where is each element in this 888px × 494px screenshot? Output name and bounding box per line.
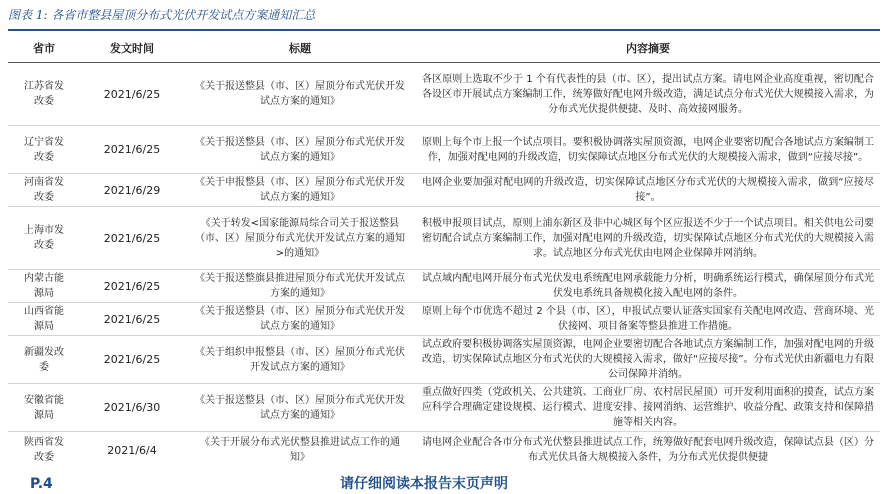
header-title: 标题 bbox=[184, 33, 416, 63]
cell-summary: 原则上每个市上报一个试点项目。要积极协调落实屋顶资源，电网企业要密切配合各地试点方案编制工作，加强对配电网的升级改造，切实保障试点地区分布式光伏的大规模接入需求，做到“应接尽接”。 bbox=[416, 126, 880, 174]
cell-date: 2021/6/29 bbox=[80, 174, 184, 207]
cell-summary: 试点政府要积极协调落实屋顶资源，电网企业要密切配合各地试点方案编制工作，加强对配电网的升级改造，切实保障试点地区分布式光伏的大规模接入需求，做好“应接尽接”。分布式光伏由新疆电力有限公司保障并消纳。 bbox=[416, 336, 880, 384]
cell-date: 2021/6/25 bbox=[80, 63, 184, 126]
cell-province: 陕西省发改委 bbox=[24, 437, 64, 463]
table-row bbox=[8, 63, 880, 126]
cell-title: 《关于报送整县（市、区）屋顶分布式光伏开发试点方案的通知》 bbox=[184, 126, 416, 174]
cell-title: 《关于组织申报整县（市、区）屋顶分布式光伏开发试点方案的通知》 bbox=[184, 336, 416, 384]
cell-summary: 请电网企业配合各市分布式光伏整县推进试点工作，统筹做好配套电网升级改造，保障试点县（区）分布式光伏具备大规模接入条件，为分布式光伏提供便捷 bbox=[422, 437, 874, 463]
disclaimer-note: 请仔细阅读本报告末页声明 bbox=[340, 476, 508, 492]
cell-summary: 原则上每个市优选不超过 2 个县（市、区），申报试点要认证落实国家有关配电网改造、营商环境、光伏接网、项目备案等整县推进工作措施。 bbox=[416, 303, 880, 336]
cell-summary: 积极申报项目试点，原则上浦东新区及非中心城区每个区应报送不少于一个试点项目。相关供电公司要密切配合试点方案编制工作，加强对配电网的升级改造，切实保障试点地区分布式光伏的大规模接入需求。试点地区分布式光伏由电网企业保障并网消纳。 bbox=[416, 207, 880, 270]
header-province: 省市 bbox=[8, 33, 80, 63]
cell-title: 《关于转发<国家能源局综合司关于报送整县（市、区）屋顶分布式光伏开发试点方案的通知>的通知》 bbox=[184, 207, 416, 270]
table-header-row bbox=[8, 33, 880, 63]
cell-summary: 各区原则上选取不少于 1 个有代表性的县（市、区），提出试点方案。请电网企业高度重视，密切配合各设区市开展试点方案编制工作，统筹做好配电网升级改造，满足试点分布式光伏大规模接入需求，为分布式光伏提供便捷、及时、高效接网服务。 bbox=[416, 63, 880, 126]
table-row bbox=[8, 384, 880, 432]
cell-summary: 电网企业要加强对配电网的升级改造，切实保障试点地区分布式光伏的大规模接入需求，做到“应接尽接”。 bbox=[416, 174, 880, 207]
header-summary: 内容摘要 bbox=[416, 33, 880, 63]
cell-date: 2021/6/25 bbox=[80, 207, 184, 270]
cell-province: 山西省能源局 bbox=[8, 303, 80, 336]
cell-date: 2021/6/4 bbox=[107, 443, 157, 457]
cell-date: 2021/6/25 bbox=[80, 336, 184, 384]
cell-title: 《关于开展分布式光伏整县推进试点工作的通知》 bbox=[200, 437, 400, 463]
cell-province: 上海市发改委 bbox=[8, 207, 80, 270]
cell-province: 江苏省发改委 bbox=[8, 63, 80, 126]
cell-summary: 试点域内配电网开展分布式光伏发电系统配电网承载能力分析，明确系统运行模式，确保屋顶分布式光伏发电系统具备规模化接入配电网的条件。 bbox=[416, 270, 880, 303]
table-row bbox=[8, 336, 880, 384]
table-row bbox=[8, 270, 880, 303]
table-row bbox=[8, 432, 880, 469]
caption-divider bbox=[8, 29, 880, 31]
cell-province: 辽宁省发改委 bbox=[8, 126, 80, 174]
cell-date: 2021/6/25 bbox=[80, 126, 184, 174]
cell-title: 《关于报送整县（市、区）屋顶分布式光伏开发试点方案的通知》 bbox=[184, 303, 416, 336]
figure-caption: 图表 1: 各省市整县屋顶分布式光伏开发试点方案通知汇总 bbox=[8, 8, 316, 22]
table-row bbox=[8, 207, 880, 270]
cell-title: 《关于报送整县（市、区）屋顶分布式光伏开发试点方案的通知》 bbox=[184, 63, 416, 126]
cell-date: 2021/6/25 bbox=[80, 303, 184, 336]
table-row bbox=[8, 126, 880, 174]
cell-province: 新疆发改委 bbox=[8, 336, 80, 384]
table-row bbox=[8, 174, 880, 207]
policy-summary-table bbox=[8, 33, 880, 468]
cell-title: 《关于报送整旗县推进屋顶分布式光伏开发试点方案的通知》 bbox=[184, 270, 416, 303]
table-row bbox=[8, 303, 880, 336]
cell-title: 《关于报送整县（市、区）屋顶分布式光伏开发试点方案的通知》 bbox=[184, 384, 416, 432]
cell-date: 2021/6/30 bbox=[80, 384, 184, 432]
cell-province: 安徽省能源局 bbox=[8, 384, 80, 432]
cell-date: 2021/6/25 bbox=[80, 270, 184, 303]
cell-summary: 重点做好四类（党政机关、公共建筑、工商业厂房、农村居民屋顶）可开发利用面积的摸查，试点方案应科学合理确定建设规模、运行模式、进度安排、接网消纳、运营维护、收益分配、政策支持和保障措施等相关内容。 bbox=[416, 384, 880, 432]
cell-province: 河南省发改委 bbox=[8, 174, 80, 207]
cell-province: 内蒙古能源局 bbox=[8, 270, 80, 303]
page-number: P.4 bbox=[30, 476, 53, 492]
header-date: 发文时间 bbox=[80, 33, 184, 63]
cell-title: 《关于申报整县（市、区）屋顶分布式光伏开发试点方案的通知》 bbox=[184, 174, 416, 207]
